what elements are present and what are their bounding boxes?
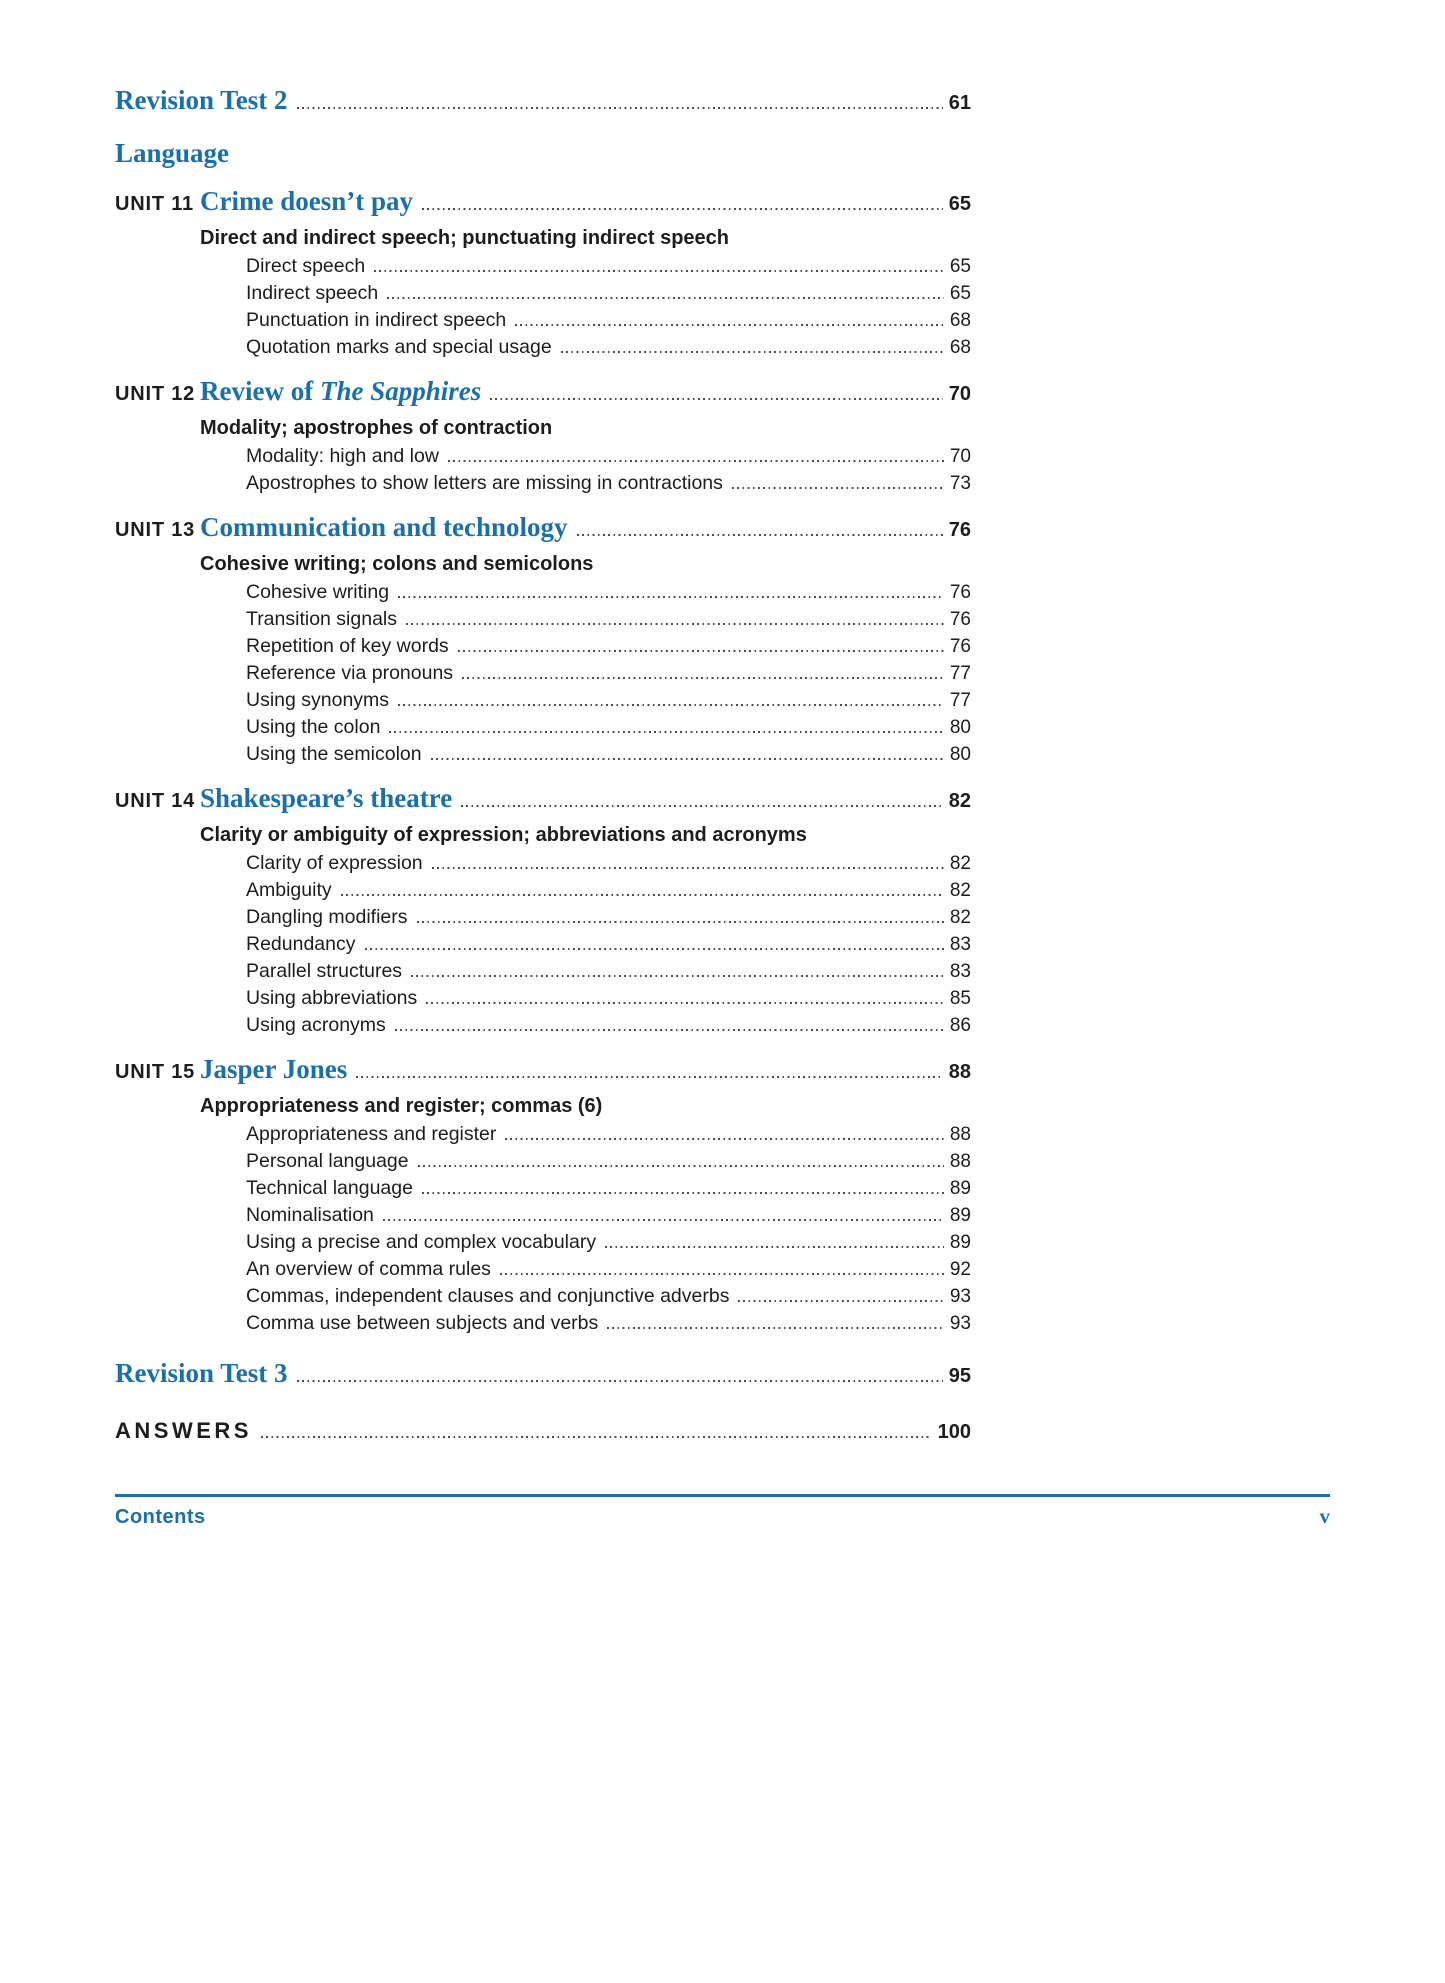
dotted-leader bbox=[418, 1165, 944, 1167]
entry-label: Reference via pronouns bbox=[246, 662, 454, 684]
page-number: 92 bbox=[949, 1259, 971, 1280]
page-number: 89 bbox=[949, 1205, 971, 1226]
dotted-leader bbox=[383, 1219, 944, 1221]
toc-entry-row bbox=[246, 687, 971, 714]
entry-label: Using a precise and complex vocabulary bbox=[246, 1231, 597, 1253]
unit-title-part: The Sapphires bbox=[319, 376, 482, 406]
toc-section-title: ANSWERS bbox=[115, 1418, 252, 1443]
page-number: 65 bbox=[949, 283, 971, 304]
unit-subtitle: Appropriateness and register; commas (6) bbox=[200, 1095, 603, 1117]
dotted-leader bbox=[458, 650, 944, 652]
toc-entry-row bbox=[246, 660, 971, 687]
entry-label: Using the colon bbox=[246, 716, 381, 738]
dotted-leader bbox=[426, 1002, 944, 1004]
footer-page-number: v bbox=[1319, 1504, 1330, 1528]
page-number: 76 bbox=[949, 582, 971, 603]
entry-label: Apostrophes to show letters are missing in contractions bbox=[246, 472, 723, 494]
entry-label: Dangling modifiers bbox=[246, 906, 408, 928]
dotted-leader bbox=[490, 398, 943, 400]
unit-label: UNIT 15 bbox=[115, 1061, 196, 1083]
toc-entry-row bbox=[246, 253, 971, 280]
dotted-leader bbox=[605, 1246, 944, 1248]
unit-subtitle: Cohesive writing; colons and semicolons bbox=[200, 553, 594, 575]
page-number: 80 bbox=[949, 744, 971, 765]
footer-section-label: Contents bbox=[115, 1506, 206, 1528]
toc-entry-row bbox=[246, 606, 971, 633]
unit-title-part: Jasper Jones bbox=[200, 1054, 348, 1084]
toc-entry-row bbox=[246, 334, 971, 361]
entry-label: Nominalisation bbox=[246, 1204, 374, 1226]
entry-label: Cohesive writing bbox=[246, 581, 390, 603]
page-number: 88 bbox=[948, 1061, 971, 1083]
revision-test-row bbox=[115, 1355, 971, 1394]
toc bbox=[115, 82, 971, 1449]
entry-label: Using the semicolon bbox=[246, 743, 422, 765]
unit-title-part: Communication and technology bbox=[200, 512, 568, 542]
toc-entry-row bbox=[246, 579, 971, 606]
page-number: 70 bbox=[948, 383, 971, 405]
unit-title-row bbox=[115, 509, 971, 548]
dotted-leader bbox=[448, 460, 944, 462]
dotted-leader bbox=[411, 975, 944, 977]
toc-entry-row bbox=[246, 443, 971, 470]
page-number: 77 bbox=[949, 690, 971, 711]
page-number: 76 bbox=[949, 636, 971, 657]
toc-entry-row bbox=[246, 470, 971, 497]
dotted-leader bbox=[500, 1273, 944, 1275]
toc-entry-row bbox=[246, 850, 971, 877]
page-number: 83 bbox=[949, 961, 971, 982]
dotted-leader bbox=[462, 677, 944, 679]
dotted-leader bbox=[738, 1300, 943, 1302]
entry-label: Indirect speech bbox=[246, 282, 379, 304]
dotted-leader bbox=[406, 623, 944, 625]
unit-block bbox=[115, 1051, 971, 1337]
page-number: 68 bbox=[949, 310, 971, 331]
unit-subtitle: Clarity or ambiguity of expression; abbreviations and acronyms bbox=[200, 824, 807, 846]
dotted-leader bbox=[732, 487, 944, 489]
unit-label: UNIT 12 bbox=[115, 383, 196, 405]
page-number: 82 bbox=[948, 790, 971, 812]
entry-label: Parallel structures bbox=[246, 960, 403, 982]
page-number: 77 bbox=[949, 663, 971, 684]
entry-label: Transition signals bbox=[246, 608, 398, 630]
dotted-leader bbox=[341, 894, 944, 896]
unit-label: UNIT 11 bbox=[115, 193, 194, 215]
toc-entry-row bbox=[246, 877, 971, 904]
entry-label: Repetition of key words bbox=[246, 635, 449, 657]
dotted-leader bbox=[432, 867, 944, 869]
toc-entry-row bbox=[246, 633, 971, 660]
dotted-leader bbox=[417, 921, 944, 923]
page-number: 86 bbox=[949, 1015, 971, 1036]
entry-label: Direct speech bbox=[246, 255, 366, 277]
toc-entry-row bbox=[246, 1256, 971, 1283]
page-number: 83 bbox=[949, 934, 971, 955]
toc-entry-row bbox=[246, 1121, 971, 1148]
section-heading: Language bbox=[115, 138, 230, 168]
dotted-leader bbox=[374, 270, 944, 272]
toc-entry-row bbox=[246, 280, 971, 307]
page-number: 93 bbox=[949, 1286, 971, 1307]
page-number: 89 bbox=[949, 1232, 971, 1253]
unit-label: UNIT 13 bbox=[115, 519, 196, 541]
toc-entry-row bbox=[246, 741, 971, 768]
page-number: 73 bbox=[949, 473, 971, 494]
unit-block bbox=[115, 373, 971, 497]
entry-label: Appropriateness and register bbox=[246, 1123, 497, 1145]
unit-title-row bbox=[115, 1051, 971, 1090]
toc-entry-row bbox=[246, 1202, 971, 1229]
toc-entry-row bbox=[246, 714, 971, 741]
entry-label: Using acronyms bbox=[246, 1014, 386, 1036]
toc-entry-row bbox=[246, 1283, 971, 1310]
unit-subtitle: Direct and indirect speech; punctuating indirect speech bbox=[200, 227, 729, 249]
unit-title bbox=[200, 1051, 347, 1087]
page-number: 65 bbox=[948, 193, 971, 215]
unit-title bbox=[200, 780, 452, 816]
page-number: 89 bbox=[949, 1178, 971, 1199]
page-footer bbox=[115, 1494, 1330, 1529]
toc-entry-row bbox=[246, 307, 971, 334]
toc-entry-row bbox=[246, 1175, 971, 1202]
unit-title-row bbox=[115, 780, 971, 819]
toc-entry-row bbox=[246, 1229, 971, 1256]
entry-label: Commas, independent clauses and conjunctive adverbs bbox=[246, 1285, 730, 1307]
toc-entry-row bbox=[246, 931, 971, 958]
dotted-leader bbox=[505, 1138, 943, 1140]
page-number: 95 bbox=[948, 1365, 971, 1387]
page-number: 82 bbox=[949, 907, 971, 928]
dotted-leader bbox=[431, 758, 944, 760]
entry-label: Personal language bbox=[246, 1150, 409, 1172]
unit-title-part: Crime doesn’t pay bbox=[200, 186, 413, 216]
answers-row bbox=[115, 1414, 971, 1449]
entry-label: Ambiguity bbox=[246, 879, 332, 901]
page-number: 70 bbox=[949, 446, 971, 467]
page-number: 85 bbox=[949, 988, 971, 1009]
dotted-leader bbox=[261, 1436, 932, 1438]
toc-entry-row bbox=[246, 904, 971, 931]
toc-section-title: Revision Test 2 bbox=[115, 85, 288, 115]
unit-title-row bbox=[115, 373, 971, 412]
toc-entry-row bbox=[246, 1012, 971, 1039]
page-number: 61 bbox=[948, 92, 971, 114]
dotted-leader bbox=[297, 107, 943, 109]
page-number: 88 bbox=[949, 1151, 971, 1172]
entry-label: An overview of comma rules bbox=[246, 1258, 491, 1280]
entry-label: Using abbreviations bbox=[246, 987, 418, 1009]
page-number: 88 bbox=[949, 1124, 971, 1145]
unit-title bbox=[200, 509, 568, 545]
dotted-leader bbox=[561, 351, 944, 353]
revision-test-row bbox=[115, 82, 971, 121]
dotted-leader bbox=[395, 1029, 944, 1031]
unit-block bbox=[115, 780, 971, 1039]
page-number: 68 bbox=[949, 337, 971, 358]
toc-section-title: Revision Test 3 bbox=[115, 1358, 288, 1388]
dotted-leader bbox=[577, 534, 943, 536]
entry-label: Clarity of expression bbox=[246, 852, 423, 874]
entry-label: Punctuation in indirect speech bbox=[246, 309, 507, 331]
toc-entry-row bbox=[246, 1310, 971, 1337]
unit-title-part: Shakespeare’s theatre bbox=[200, 783, 453, 813]
dotted-leader bbox=[398, 596, 944, 598]
unit-subtitle: Modality; apostrophes of contraction bbox=[200, 417, 553, 439]
page-number: 93 bbox=[949, 1313, 971, 1334]
page-number: 76 bbox=[949, 609, 971, 630]
page-number: 80 bbox=[949, 717, 971, 738]
dotted-leader bbox=[422, 1192, 944, 1194]
page-number: 65 bbox=[949, 256, 971, 277]
dotted-leader bbox=[515, 324, 944, 326]
page-number: 76 bbox=[948, 519, 971, 541]
dotted-leader bbox=[356, 1076, 942, 1078]
unit-label: UNIT 14 bbox=[115, 790, 196, 812]
toc-entry-row bbox=[246, 958, 971, 985]
dotted-leader bbox=[607, 1327, 944, 1329]
entry-label: Using synonyms bbox=[246, 689, 390, 711]
page-number: 82 bbox=[949, 853, 971, 874]
dotted-leader bbox=[389, 731, 943, 733]
entry-label: Modality: high and low bbox=[246, 445, 439, 467]
dotted-leader bbox=[461, 805, 943, 807]
unit-block bbox=[115, 509, 971, 768]
entry-label: Comma use between subjects and verbs bbox=[246, 1312, 599, 1334]
dotted-leader bbox=[387, 297, 944, 299]
entry-label: Redundancy bbox=[246, 933, 356, 955]
unit-title-row bbox=[115, 183, 971, 222]
unit-title-part: Review of bbox=[200, 376, 320, 406]
page-number: 82 bbox=[949, 880, 971, 901]
dotted-leader bbox=[365, 948, 944, 950]
entry-label: Technical language bbox=[246, 1177, 413, 1199]
dotted-leader bbox=[398, 704, 944, 706]
unit-block bbox=[115, 183, 971, 361]
unit-title bbox=[200, 373, 481, 409]
dotted-leader bbox=[422, 208, 943, 210]
page-number: 100 bbox=[937, 1421, 971, 1443]
toc-entry-row bbox=[246, 1148, 971, 1175]
dotted-leader bbox=[297, 1380, 943, 1382]
entry-label: Quotation marks and special usage bbox=[246, 336, 552, 358]
unit-title bbox=[200, 183, 413, 219]
toc-entry-row bbox=[246, 985, 971, 1012]
